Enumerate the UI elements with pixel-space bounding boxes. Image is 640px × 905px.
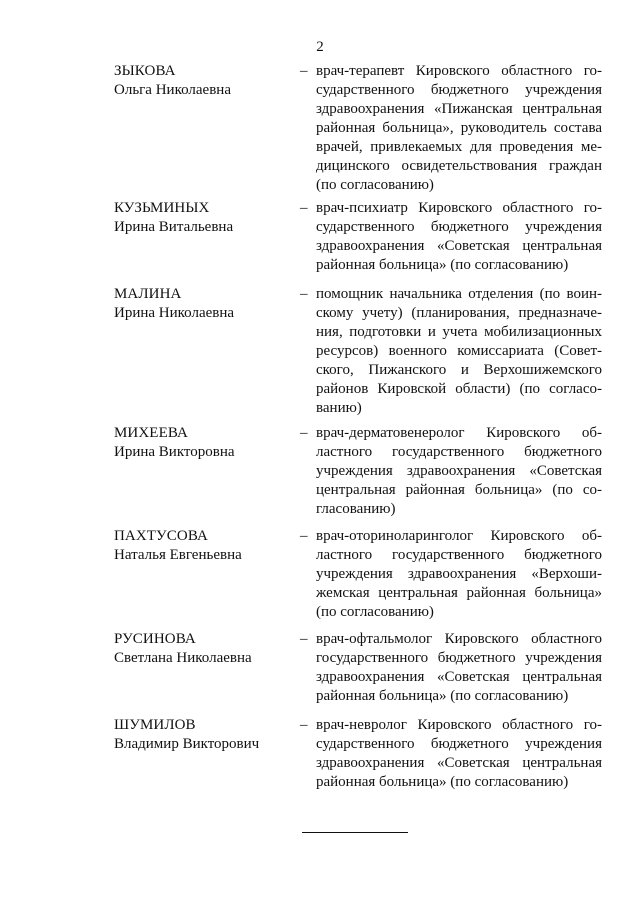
role-line: врач-невролог Кировского областного го- xyxy=(316,717,602,733)
role-line: ского, Пижанского и Верхошижемского xyxy=(316,362,602,378)
member-name xyxy=(114,527,294,565)
dash-separator: – xyxy=(300,286,308,302)
role-line: ресурсов) военного комиссариата (Совет- xyxy=(316,343,602,359)
member-role xyxy=(316,285,602,418)
member-surname: КУЗЬМИНЫХ xyxy=(114,200,210,216)
member-name xyxy=(114,630,294,668)
member-name xyxy=(114,285,294,323)
role-line: помощник начальника отделения (по воин- xyxy=(316,286,602,302)
role-line: врач-терапевт Кировского областного го- xyxy=(316,63,602,79)
role-line: скому учету) (планирования, предназначе- xyxy=(316,305,602,321)
role-line: дицинского освидетельствования граждан xyxy=(316,158,602,174)
member-role xyxy=(316,424,602,519)
member-name xyxy=(114,716,294,754)
closing-rule xyxy=(302,832,408,833)
dash-separator: – xyxy=(300,717,308,733)
member-surname: ШУМИЛОВ xyxy=(114,717,196,733)
member-role xyxy=(316,62,602,195)
member-role xyxy=(316,199,602,275)
role-line: жемская центральная районная больница» xyxy=(316,585,602,601)
member-given-names: Ирина Николаевна xyxy=(114,305,235,321)
member-role xyxy=(316,527,602,622)
dash-separator: – xyxy=(300,63,308,79)
role-line: центральная районная больница» (по со- xyxy=(316,482,602,498)
role-line: районная больница» (по согласованию) xyxy=(316,774,569,790)
role-line: учреждения здравоохранения «Верхоши- xyxy=(316,566,602,582)
role-line: ластного государственного бюджетного xyxy=(316,547,602,563)
role-line: ния, подготовки и учета мобилизационных xyxy=(316,324,602,340)
role-line: государственного бюджетного учреждения xyxy=(316,650,602,666)
member-role xyxy=(316,630,602,706)
dash-separator: – xyxy=(300,425,308,441)
role-line: врачей, привлекаемых для проведения ме- xyxy=(316,139,602,155)
role-line: районная больница», руководитель состава xyxy=(316,120,602,136)
member-given-names: Ирина Викторовна xyxy=(114,444,235,460)
member-role xyxy=(316,716,602,792)
dash-separator: – xyxy=(300,528,308,544)
role-line: здравоохранения «Советская центральная xyxy=(316,755,602,771)
role-line: (по согласованию) xyxy=(316,604,434,620)
member-surname: ЗЫКОВА xyxy=(114,63,176,79)
role-line: здравоохранения «Советская центральная xyxy=(316,669,602,685)
role-line: сударственного бюджетного учреждения xyxy=(316,82,602,98)
role-line: врач-оториноларинголог Кировского об- xyxy=(316,528,602,544)
dash-separator: – xyxy=(300,631,308,647)
role-line: районная больница» (по согласованию) xyxy=(316,257,569,273)
member-given-names: Владимир Викторович xyxy=(114,736,260,752)
role-line: ванию) xyxy=(316,400,362,416)
role-line: (по согласованию) xyxy=(316,177,434,193)
role-line: врач-офтальмолог Кировского областного xyxy=(316,631,602,647)
member-given-names: Светлана Николаевна xyxy=(114,650,252,666)
member-name xyxy=(114,424,294,462)
member-name xyxy=(114,199,294,237)
member-surname: МАЛИНА xyxy=(114,286,182,302)
member-surname: МИХЕЕВА xyxy=(114,425,188,441)
member-name xyxy=(114,62,294,100)
role-line: учреждения здравоохранения «Советская xyxy=(316,463,602,479)
role-line: ластного государственного бюджетного xyxy=(316,444,602,460)
role-line: гласованию) xyxy=(316,501,396,517)
dash-separator: – xyxy=(300,200,308,216)
role-line: сударственного бюджетного учреждения xyxy=(316,219,602,235)
page-number: 2 xyxy=(316,39,324,55)
role-line: врач-психиатр Кировского областного го- xyxy=(316,200,602,216)
member-given-names: Наталья Евгеньевна xyxy=(114,547,242,563)
member-surname: РУСИНОВА xyxy=(114,631,196,647)
member-given-names: Ольга Николаевна xyxy=(114,82,231,98)
role-line: здравоохранения «Советская центральная xyxy=(316,238,602,254)
role-line: сударственного бюджетного учреждения xyxy=(316,736,602,752)
role-line: районная больница» (по согласованию) xyxy=(316,688,569,704)
role-line: здравоохранения «Пижанская центральная xyxy=(316,101,602,117)
role-line: районов Кировской области) (по согласо- xyxy=(316,381,602,397)
role-line: врач-дерматовенеролог Кировского об- xyxy=(316,425,602,441)
member-given-names: Ирина Витальевна xyxy=(114,219,234,235)
member-surname: ПАХТУСОВА xyxy=(114,528,208,544)
